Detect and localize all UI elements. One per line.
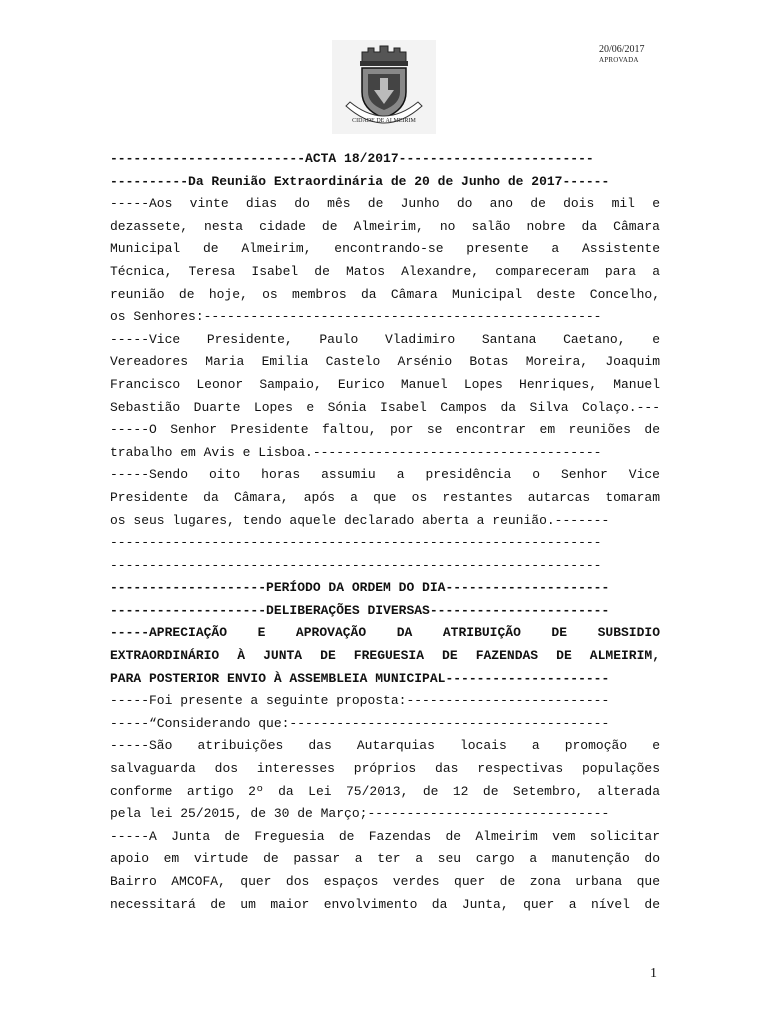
stamp-status: APROVADA	[599, 56, 639, 64]
text-line: trabalho em Avis e Lisboa.-------------------------------------	[110, 444, 602, 460]
text-line: ----------Da Reunião Extraordinária de 20 de Junho de 2017------	[110, 173, 610, 189]
text-line: Presidente da Câmara, após a que os restantes autarcas tomaram	[110, 489, 660, 505]
text-line: -------------------------ACTA 18/2017-------------------------	[110, 151, 594, 166]
stamp-date: 20/06/2017	[599, 44, 645, 55]
approval-stamp	[599, 44, 645, 65]
text-line: ---------------------------------------------------------------	[110, 557, 602, 573]
text-line: necessitará de um maior envolvimento da Junta, quer a nível de	[110, 896, 660, 912]
text-line: -----Foi presente a seguinte proposta:--------------------------	[110, 693, 610, 709]
text-line: -----APRECIAÇÃO E APROVAÇÃO DA ATRIBUIÇÃO DE SUBSIDIO	[110, 625, 660, 641]
text-line: os Senhores:---------------------------------------------------	[110, 309, 602, 325]
text-line: Sebastião Duarte Lopes e Sónia Isabel Campos da Silva Colaço.---	[110, 399, 660, 415]
text-line: -----Vice Presidente, Paulo Vladimiro Santana Caetano, e	[110, 331, 660, 347]
text-line: Francisco Leonor Sampaio, Eurico Manuel Lopes Henriques, Manuel	[110, 376, 660, 392]
document-body	[110, 148, 660, 916]
text-line: -----Aos vinte dias do mês de Junho do ano de dois mil e	[110, 196, 660, 212]
text-line: -----Sendo oito horas assumiu a presidência o Senhor Vice	[110, 467, 660, 483]
text-line: ---------------------------------------------------------------	[110, 535, 602, 551]
text-line: --------------------DELIBERAÇÕES DIVERSAS-----------------------	[110, 602, 610, 618]
text-line: Municipal de Almeirim, encontrando-se presente a Assistente	[110, 241, 660, 257]
text-line: Bairro AMCOFA, quer dos espaços verdes quer de zona urbana que	[110, 874, 660, 889]
text-line: conforme artigo 2º da Lei 75/2013, de 12 de Setembro, alterada	[110, 783, 660, 799]
text-line: apoio em virtude de passar a ter a seu cargo a manutenção do	[110, 851, 660, 867]
page-number: 1	[650, 966, 657, 981]
municipal-crest-icon	[332, 40, 436, 134]
text-line: EXTRAORDINÁRIO À JUNTA DE FREGUESIA DE FAZENDAS DE ALMEIRIM,	[110, 648, 660, 664]
text-line: -----“Considerando que:-----------------------------------------	[110, 715, 610, 731]
text-line: Técnica, Teresa Isabel de Matos Alexandre, compareceram para a	[110, 263, 660, 279]
svg-text:CIDADE DE ALMEIRIM: CIDADE DE ALMEIRIM	[352, 118, 416, 124]
text-line: os seus lugares, tendo aquele declarado aberta a reunião.-------	[110, 512, 610, 528]
text-line: Vereadores Maria Emilia Castelo Arsénio Botas Moreira, Joaquim	[110, 354, 660, 370]
text-line: reunião de hoje, os membros da Câmara Municipal deste Concelho,	[110, 286, 660, 302]
text-line: PARA POSTERIOR ENVIO À ASSEMBLEIA MUNICIPAL---------------------	[110, 670, 610, 686]
text-line: -----A Junta de Freguesia de Fazendas de Almeirim vem solicitar	[110, 828, 660, 844]
text-line: pela lei 25/2015, de 30 de Março;-------------------------------	[110, 806, 610, 822]
text-line: dezassete, nesta cidade de Almeirim, no salão nobre da Câmara	[110, 218, 660, 234]
text-line: --------------------PERÍODO DA ORDEM DO DIA---------------------	[110, 580, 610, 596]
text-line: -----O Senhor Presidente faltou, por se encontrar em reuniões de	[110, 422, 660, 438]
text-line: -----São atribuições das Autarquias locais a promoção e	[110, 738, 660, 754]
text-line: salvaguarda dos interesses próprios das respectivas populações	[110, 761, 660, 777]
